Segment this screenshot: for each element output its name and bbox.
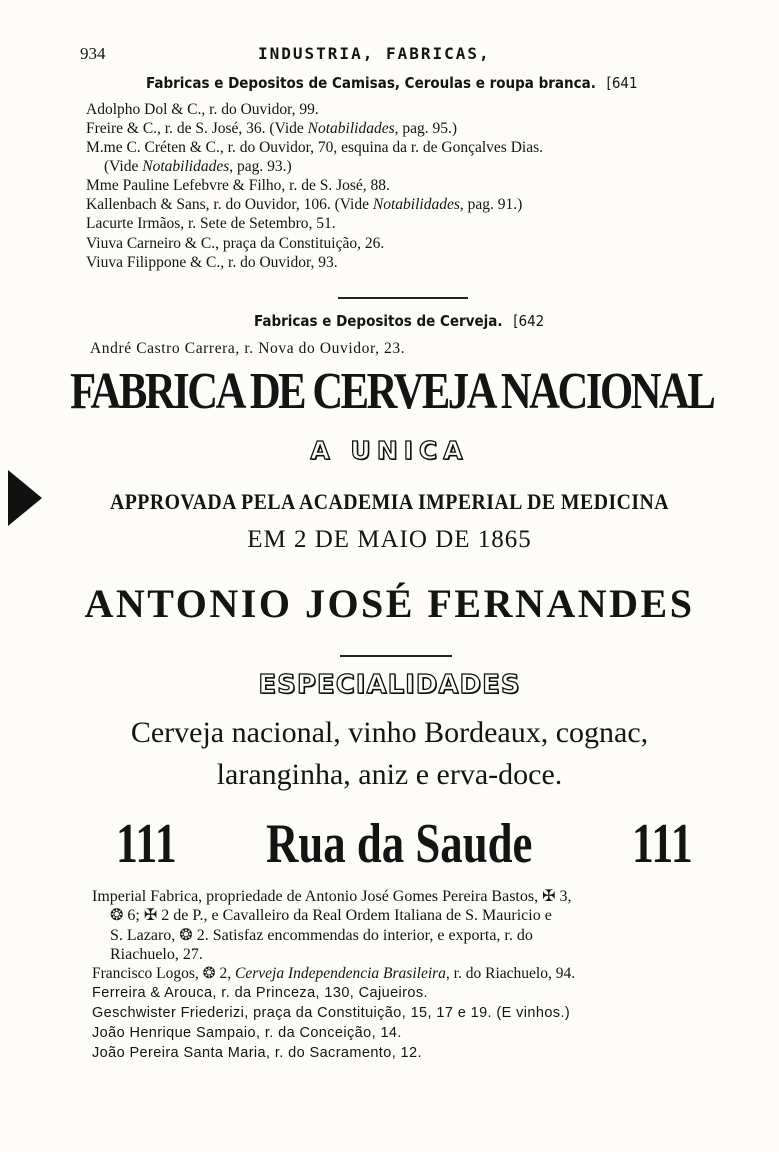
list-item: Ferreira & Arouca, r. da Princeza, 130, Cajueiros. [92,985,428,1001]
list-item-pre: Francisco Logos, ❂ 2, [92,965,235,982]
running-title: INDUSTRIA, FABRICAS, [258,44,491,63]
list-item [92,964,575,983]
section-heading-cerveja [254,312,544,330]
list-item: João Pereira Santa Maria, r. do Sacramento, 12. [92,1045,422,1061]
list-item-text: Viuva Filippone & C., r. do Ouvidor, 93. [86,254,338,271]
advert-title: FABRICA DE CERVEJA NACIONAL [70,363,714,420]
advert-products-line1: Cerveja nacional, vinho Bordeaux, cognac, [130,716,649,749]
section-heading-text: Fabricas e Depositos de Camisas, Ceroulas e roupa branca. [146,74,596,92]
list-item [86,138,543,157]
list-item [86,100,319,119]
advert-address-street: Rua da Saude [266,813,533,875]
divider [338,297,468,299]
margin-arrow-marker [8,470,42,526]
list-item [86,119,457,138]
list-item [86,214,336,233]
page-number: 934 [80,44,106,63]
list-item: João Henrique Sampaio, r. da Conceição, 14. [92,1025,402,1041]
section-heading-text: Fabricas e Depositos de Cerveja. [254,312,503,330]
list-item: Geschwister Friederizi, praça da Constituição, 15, 17 e 19. (E vinhos.) [92,1005,571,1021]
advert-date: EM 2 DE MAIO DE 1865 [247,526,532,553]
section-number: [641 [606,74,638,92]
list-item: André Castro Carrera, r. Nova do Ouvidor, 23. [90,340,406,357]
list-item-page: , pag. 91.) [459,196,523,213]
list-item [86,195,522,214]
list-item-text: M.me C. Créten & C., r. do Ouvidor, 70, esquina da r. de Gonçalves Dias. [86,139,543,156]
list-item [104,157,292,176]
paragraph-line: S. Lazaro, ❂ 2. Satisfaz encommendas do interior, e exporta, r. do [110,927,533,944]
section-number: [642 [513,312,545,330]
list-item-post: , r. do Riachuelo, 94. [445,965,576,982]
list-item [86,253,338,272]
paragraph-line: ❂ 6; ✠ 2 de P., e Cavalleiro da Real Ordem Italiana de S. Mauricio e [110,907,552,924]
advert-address-number-left: 111 [116,813,177,875]
list-item-reference: Notabilidades [307,120,395,137]
list-item-text: (Vide [104,158,143,175]
list-item-text: Kallenbach & Sans, r. do Ouvidor, 106. (Vide [86,196,373,213]
list-item [86,176,390,195]
list-item-page: , pag. 93.) [229,158,292,175]
list-item-it: Cerveja Independencia Brasileira [235,965,446,982]
advert-products-line2: laranginha, aniz e erva-doce. [216,758,563,791]
section-heading-camisas [146,74,638,92]
list-item-reference: Notabilidades [142,158,230,175]
list-item-text: Lacurte Irmãos, r. Sete de Setembro, 51. [86,215,336,232]
list-item-text: Adolpho Dol & C., r. do Ouvidor, 99. [86,101,319,118]
list-item-page: , pag. 95.) [394,120,458,137]
list-item [86,234,384,253]
list-item-text: Mme Pauline Lefebvre & Filho, r. de S. José, 88. [86,177,390,194]
advert-address-number-right: 111 [632,813,693,875]
paragraph-line: Imperial Fabrica, propriedade de Antonio José Gomes Pereira Bastos, ✠ 3, [92,888,572,905]
divider [340,655,452,657]
advert-owner: ANTONIO JOSÉ FERNANDES [84,581,695,626]
advert-subtitle: A UNICA [310,436,469,465]
list-item-text: Viuva Carneiro & C., praça da Constituição, 26. [86,235,385,252]
paragraph-line: Riachuelo, 27. [110,946,203,963]
advert-specialties-label: ESPECIALIDADES [258,670,521,700]
list-item-text: Freire & C., r. de S. José, 36. (Vide [86,120,308,137]
advert-approval: APPROVADA PELA ACADEMIA IMPERIAL DE MEDICINA [109,489,670,514]
list-item-reference: Notabilidades [372,196,460,213]
